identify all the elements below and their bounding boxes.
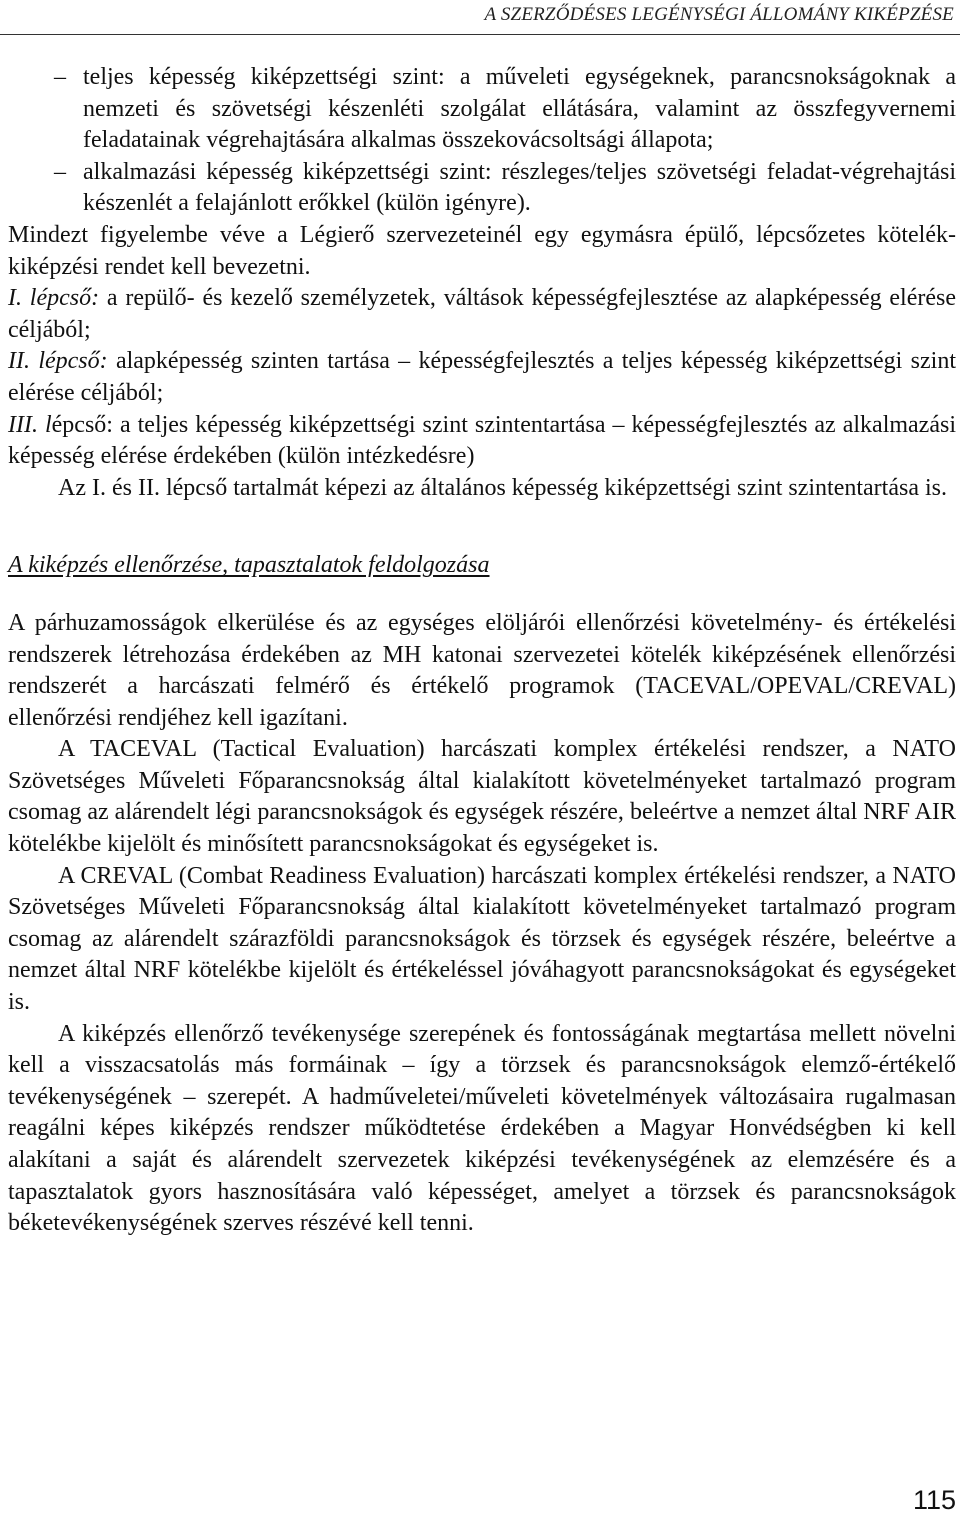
page-number: 115: [912, 1485, 956, 1515]
step-label: I. lépcső:: [8, 285, 100, 312]
step-item: [8, 410, 956, 473]
bullet-dash: –: [54, 64, 66, 90]
step-label: III. l: [8, 411, 52, 438]
section-paragraph: A kiképzés ellenőrző tevékenysége szerepének és fontosságának megtartása mellett növelni kell a visszacsatolás más formáinak – így a törzsek és parancsnokságok elemző-értékelő tevékenységének – szerepét. A hadműveletei/műveleti követelmények változásaira rugalmasan reagálni képes kiképzés rendszer működtetése érdekében a Magyar Honvédségben ki kell alakítani a saját és alárendelt szervezetek kiképzési tevékenységének az elemzésére és a tapasztalatok gyors hasznosítására való képességet, amelyet a törzsek és parancsnokságok béketevékenységének szerves részévé kell tenni.: [8, 1020, 956, 1237]
page-body: [8, 62, 956, 1240]
step-text: a repülő- és kezelő személyzetek, váltások képességfejlesztése az alapképesség elérése céljából;: [8, 285, 957, 343]
steps-note: Az I. és II. lépcső tartalmát képezi az általános képesség kiképzettségi szint szintentartása is.: [58, 474, 947, 501]
bullet-dash: –: [54, 158, 66, 185]
running-header: A SZERZŐDÉSES LEGÉNYSÉGI ÁLLOMÁNY KIKÉPZÉSE: [484, 4, 954, 25]
list-item: [8, 62, 956, 157]
section-paragraph: A párhuzamosságok elkerülése és az egységes elöljárói ellenőrzési követelmény- és értékelési rendszerek létrehozása érdekében az MH katonai szervezetei kötelék kiképzésének ellenőrzési rendszerét a harcászati felmérő és értékelő programok (TACEVAL/OPEVAL/CREVAL) ellenőrzési rendjéhez kell igazítani.: [8, 609, 956, 731]
step-item: [8, 346, 956, 409]
section-paragraph: A CREVAL (Combat Readiness Evaluation) harcászati komplex értékelési rendszer, a NATO Szövetséges Műveleti Főparancsnokság által kialakított követelményeket tartalmazó program csomag az alárendelt szárazföldi parancsnokságok és törzsek és egységek részére, beleértve a nemzet által NRF kötelékbe kijelölt és értékeléssel jóváhagyott parancsnokságokat és egységeket is.: [8, 862, 956, 1016]
list-item-text: teljes képesség kiképzettségi szint: a műveleti egységeknek, parancsnokságoknak a nemzeti és szövetségi készenléti szolgálat ellátására, valamint az összfegyvernemi feladatainak végrehajtására alkalmas összekovácsoltsági állapota;: [83, 64, 956, 154]
list-item-text: alkalmazási képesség kiképzettségi szint: részleges/teljes szövetségi feladat-végrehajtási készenlét a felajánlott erőkkel (külön igényre).: [83, 158, 956, 217]
list-item: [8, 157, 956, 220]
summary-paragraph: Mindezt figyelembe véve a Légierő szervezeteinél egy egymásra épülő, lépcsőzetes kötelék-kiképzési rendet kell bevezetni.: [8, 221, 956, 280]
step-text: épcső: a teljes képesség kiképzettségi szint szintentartása – képességfejlesztés az alkalmazási képesség elérése érdekében (külön intézkedésre): [8, 411, 956, 470]
section-paragraph: A TACEVAL (Tactical Evaluation) harcászati komplex értékelési rendszer, a NATO Szövetséges Műveleti Főparancsnokság által kialakított követelményeket tartalmazó program csomag az alárendelt légi parancsnokságok és egységek részére, beleértve a nemzet által NRF AIR kötelékbe kijelölt és minősített parancsnokságokat és egységeket is.: [8, 736, 956, 858]
step-text: alapképesség szinten tartása – képességfejlesztés a teljes képesség kiképzettségi szint elérése céljából;: [8, 348, 956, 406]
section-heading: A kiképzés ellenőrzése, tapasztalatok feldolgozása: [8, 552, 490, 579]
step-item: [8, 283, 956, 346]
header-divider: [0, 34, 960, 35]
step-label: II. lépcső:: [8, 348, 108, 375]
